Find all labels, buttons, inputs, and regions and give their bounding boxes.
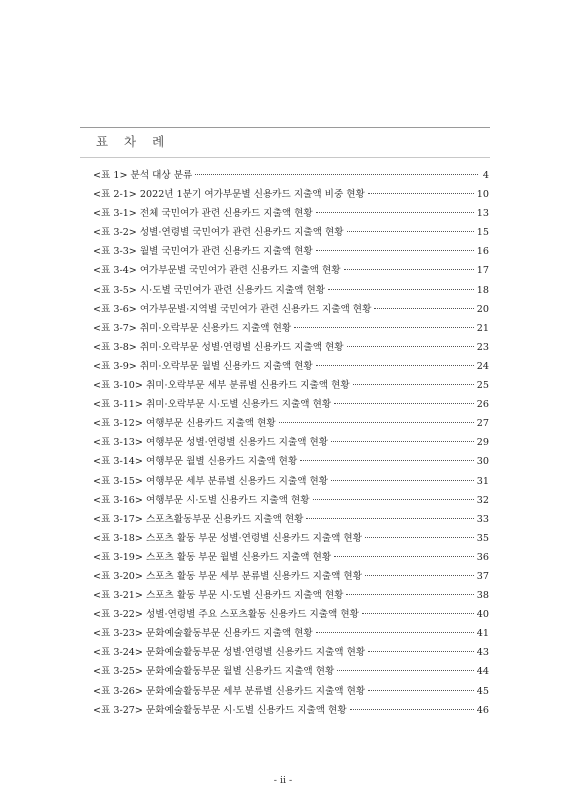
dot-leader — [316, 212, 474, 213]
heading-bottom-rule — [80, 157, 490, 158]
toc-entry-label: <표 3-14> 여행부문 월별 신용카드 지출액 현황 — [93, 456, 298, 468]
toc-entry[interactable] — [93, 606, 489, 625]
dot-leader — [331, 441, 474, 442]
toc-entry-label: <표 3-22> 성별·연령별 주요 스포츠활동 신용카드 지출액 현황 — [93, 609, 359, 621]
toc-entry-label: <표 3-19> 스포츠 활동 부문 월별 신용카드 지출액 현황 — [93, 551, 332, 563]
dot-leader — [306, 518, 473, 519]
dot-leader — [331, 480, 474, 481]
toc-entry[interactable] — [93, 262, 489, 281]
heading-top-rule — [80, 127, 490, 128]
toc-entry-page-number: 30 — [476, 456, 489, 468]
toc-entry[interactable] — [93, 473, 489, 492]
dot-leader — [328, 289, 474, 290]
toc-entry[interactable] — [93, 243, 489, 262]
dot-leader — [368, 193, 474, 194]
toc-entry-page-number: 41 — [476, 628, 489, 640]
toc-entry-label: <표 3-17> 스포츠활동부문 신용카드 지출액 현황 — [93, 513, 304, 525]
toc-entry-label: <표 3-1> 전체 국민여가 관련 신용카드 지출액 현황 — [93, 208, 313, 220]
dot-leader — [365, 537, 474, 538]
toc-entry-page-number: 31 — [476, 475, 489, 487]
toc-entry-page-number: 45 — [476, 685, 489, 697]
toc-entry-label: <표 3-13> 여행부문 성별·연령별 신용카드 지출액 현황 — [93, 437, 329, 449]
dot-leader — [334, 403, 474, 404]
toc-entry-label: <표 3-24> 문화예술활동부문 성별·연령별 신용카드 지출액 현황 — [93, 647, 366, 659]
toc-entry-label: <표 3-20> 스포츠 활동 부문 세부 분류별 신용카드 지출액 현황 — [93, 570, 362, 582]
toc-entry-label: <표 3-12> 여행부문 신용카드 지출액 현황 — [93, 418, 276, 430]
toc-entry[interactable] — [93, 511, 489, 530]
toc-entry[interactable] — [93, 492, 489, 511]
dot-leader — [300, 460, 474, 461]
toc-entry-page-number: 46 — [476, 704, 489, 716]
toc-entry-page-number: 17 — [476, 265, 489, 277]
toc-entry-label: <표 3-15> 여행부문 세부 분류별 신용카드 지출액 현황 — [93, 475, 329, 487]
toc-entry[interactable] — [93, 415, 489, 434]
toc-entry-page-number: 37 — [476, 570, 489, 582]
toc-entry-label: <표 3-18> 스포츠 활동 부문 성별·연령별 신용카드 지출액 현황 — [93, 532, 362, 544]
toc-entry[interactable] — [93, 339, 489, 358]
toc-entry-label: <표 3-11> 취미·오락부문 시·도별 신용카드 지출액 현황 — [93, 399, 332, 411]
toc-entry-page-number: 44 — [476, 666, 489, 678]
toc-entry-page-number: 24 — [476, 360, 489, 372]
dot-leader — [362, 613, 474, 614]
toc-entry[interactable] — [93, 568, 489, 587]
toc-entry-page-number: 25 — [476, 380, 489, 392]
page-number-footer: - ii - — [273, 775, 293, 786]
toc-entry-page-number: 38 — [476, 590, 489, 602]
toc-entry[interactable] — [93, 224, 489, 243]
dot-leader — [316, 632, 474, 633]
toc-entry[interactable] — [93, 434, 489, 453]
dot-leader — [374, 308, 473, 309]
dot-leader — [316, 365, 474, 366]
toc-entry[interactable] — [93, 644, 489, 663]
toc-entry-page-number: 35 — [476, 532, 489, 544]
toc-entry[interactable] — [93, 186, 489, 205]
toc-entry-page-number: 32 — [476, 494, 489, 506]
toc-entry-label: <표 3-27> 문화예술활동부문 시·도별 신용카드 지출액 현황 — [93, 704, 347, 716]
toc-entry-page-number: 29 — [476, 437, 489, 449]
toc-entry[interactable] — [93, 663, 489, 682]
toc-entry-label: <표 3-23> 문화예술활동부문 신용카드 지출액 현황 — [93, 628, 313, 640]
toc-entry[interactable] — [93, 396, 489, 415]
dot-leader — [334, 556, 474, 557]
toc-entry-label: <표 3-10> 취미·오락부문 세부 분류별 신용카드 지출액 현황 — [93, 380, 350, 392]
toc-entry[interactable] — [93, 358, 489, 377]
dot-leader — [347, 231, 474, 232]
toc-entry-page-number: 13 — [476, 208, 489, 220]
toc-entry-page-number: 36 — [476, 551, 489, 563]
toc-entry[interactable] — [93, 530, 489, 549]
toc-entry-label: <표 3-21> 스포츠 활동 부문 시·도별 신용카드 지출액 현황 — [93, 590, 344, 602]
toc-entry[interactable] — [93, 320, 489, 339]
toc-entry-label: <표 3-3> 월별 국민여가 관련 신용카드 지출액 현황 — [93, 246, 313, 258]
dot-leader — [347, 346, 474, 347]
toc-entry[interactable] — [93, 549, 489, 568]
dot-leader — [313, 499, 474, 500]
dot-leader — [368, 651, 474, 652]
toc-entry-label: <표 3-9> 취미·오락부문 월별 신용카드 지출액 현황 — [93, 360, 313, 372]
toc-entry-page-number: 20 — [476, 303, 489, 315]
toc-entry-page-number: 23 — [476, 341, 489, 353]
toc-entry-page-number: 33 — [476, 513, 489, 525]
toc-entry-label: <표 3-7> 취미·오락부문 신용카드 지출액 현황 — [93, 322, 292, 334]
toc-entry-label: <표 3-25> 문화예술활동부문 월별 신용카드 지출액 현황 — [93, 666, 335, 678]
dot-leader — [195, 174, 478, 175]
toc-entry-label: <표 3-5> 시·도별 국민여가 관련 신용카드 지출액 현황 — [93, 284, 326, 296]
dot-leader — [344, 269, 474, 270]
toc-entry-page-number: 4 — [482, 170, 489, 181]
toc-entry-label: <표 3-6> 여가부문별·지역별 국민여가 관련 신용카드 지출액 현황 — [93, 303, 372, 315]
toc-entry-page-number: 15 — [476, 227, 489, 239]
toc-entry-page-number: 43 — [476, 647, 489, 659]
dot-leader — [353, 384, 474, 385]
toc-entry[interactable] — [93, 702, 489, 721]
toc-entry[interactable] — [93, 301, 489, 320]
toc-entry-label: <표 3-4> 여가부문별 국민여가 관련 신용카드 지출액 현황 — [93, 265, 341, 277]
page-title: 표 차 례 — [96, 134, 171, 149]
toc-entry-label: <표 3-26> 문화예술활동부문 세부 분류별 신용카드 지출액 현황 — [93, 685, 366, 697]
dot-leader — [279, 422, 474, 423]
dot-leader — [365, 575, 474, 576]
toc-entry-label: <표 1> 분석 대상 분류 — [93, 170, 193, 181]
dot-leader — [350, 709, 474, 710]
toc-entry-page-number: 18 — [476, 284, 489, 296]
toc-entry-page-number: 40 — [476, 609, 489, 621]
toc-entry[interactable] — [93, 625, 489, 644]
dot-leader — [294, 327, 474, 328]
toc-entry[interactable] — [93, 453, 489, 472]
toc-entry-label: <표 2-1> 2022년 1분기 여가부문별 신용카드 지출액 비중 현황 — [93, 189, 365, 201]
toc-entry[interactable] — [93, 282, 489, 301]
dot-leader — [368, 690, 474, 691]
toc-entry-page-number: 10 — [476, 189, 489, 201]
toc-entry-page-number: 26 — [476, 399, 489, 411]
toc-entry-page-number: 21 — [476, 322, 489, 334]
toc-entry-label: <표 3-2> 성별·연령별 국민여가 관련 신용카드 지출액 현황 — [93, 227, 344, 239]
toc-entry-label: <표 3-16> 여행부문 시·도별 신용카드 지출액 현황 — [93, 494, 310, 506]
dot-leader — [316, 250, 474, 251]
toc-entry[interactable] — [93, 377, 489, 396]
table-of-contents-list — [93, 167, 489, 721]
toc-entry[interactable] — [93, 683, 489, 702]
toc-entry-label: <표 3-8> 취미·오락부문 성별·연령별 신용카드 지출액 현황 — [93, 341, 344, 353]
toc-entry-page-number: 27 — [476, 418, 489, 430]
dot-leader — [346, 594, 473, 595]
toc-entry-page-number: 16 — [476, 246, 489, 258]
toc-entry[interactable] — [93, 205, 489, 224]
dot-leader — [337, 670, 474, 671]
toc-entry[interactable] — [93, 587, 489, 606]
toc-entry[interactable] — [93, 167, 489, 186]
